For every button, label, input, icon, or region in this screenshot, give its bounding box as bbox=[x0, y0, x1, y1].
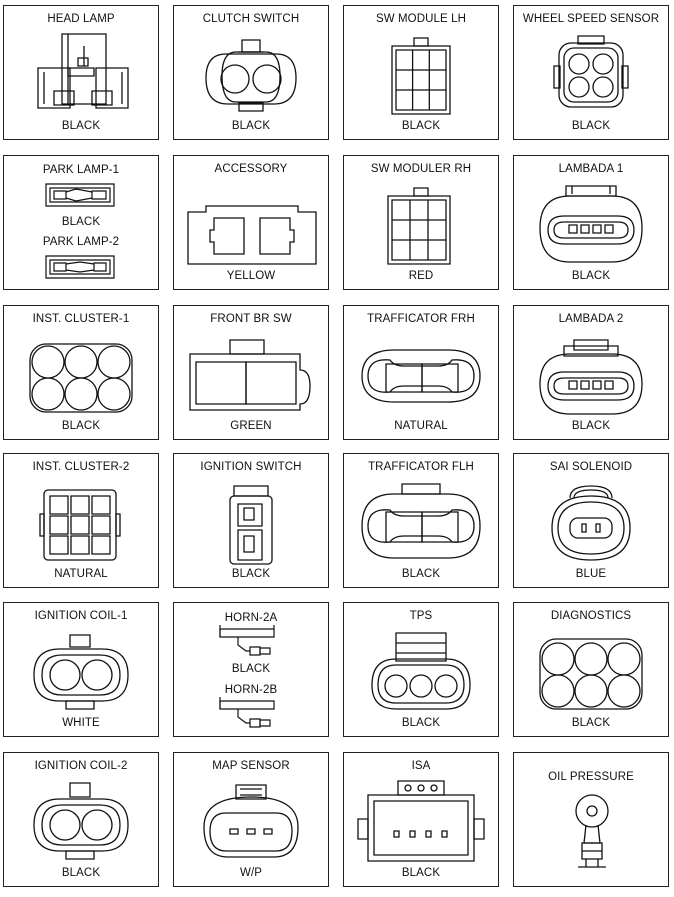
wire-color: WHITE bbox=[62, 717, 100, 729]
connector-name: OIL PRESSURE bbox=[548, 771, 634, 783]
wire-color: BLACK bbox=[231, 120, 271, 132]
connector-card bbox=[3, 305, 159, 440]
wire-color: YELLOW bbox=[226, 270, 276, 282]
connector-name: TPS bbox=[409, 610, 433, 622]
connector-name: INST. CLUSTER-2 bbox=[32, 461, 130, 473]
connector-name: INST. CLUSTER-1 bbox=[32, 313, 130, 325]
connector-name: IGNITION SWITCH bbox=[200, 461, 302, 473]
ring-terminal-icon bbox=[514, 753, 668, 887]
connector-name: PARK LAMP-1 bbox=[42, 164, 120, 176]
connector-name: TRAFFICATOR FLH bbox=[368, 461, 474, 473]
wire-color: BLACK bbox=[61, 216, 101, 228]
connector-name: MAP SENSOR bbox=[212, 760, 290, 772]
wire-color: BLACK bbox=[571, 717, 611, 729]
connector-card bbox=[513, 602, 669, 737]
connector-name: SAI SOLENOID bbox=[549, 461, 633, 473]
connector-name: IGNITION COIL-2 bbox=[34, 760, 128, 772]
wire-color: GREEN bbox=[230, 420, 272, 432]
connector-name: LAMBADA 2 bbox=[558, 313, 624, 325]
connector-name: CLUTCH SWITCH bbox=[202, 13, 300, 25]
wire-color: BLACK bbox=[571, 120, 611, 132]
connector-card bbox=[173, 155, 329, 290]
wire-color: NATURAL bbox=[394, 420, 448, 432]
wire-color: BLACK bbox=[231, 568, 271, 580]
connector-card bbox=[343, 5, 499, 140]
wire-color: BLACK bbox=[231, 663, 271, 675]
connector-card bbox=[3, 5, 159, 140]
wire-color: BLACK bbox=[401, 717, 441, 729]
connector-card bbox=[513, 752, 669, 887]
connector-name: HEAD LAMP bbox=[47, 13, 115, 25]
connector-card bbox=[343, 752, 499, 887]
wire-color: BLACK bbox=[401, 867, 441, 879]
connector-card bbox=[173, 752, 329, 887]
connector-name: HORN-2A bbox=[224, 612, 278, 624]
connector-card bbox=[3, 752, 159, 887]
connector-card bbox=[343, 155, 499, 290]
wire-color: W/P bbox=[239, 867, 263, 879]
connector-card bbox=[343, 602, 499, 737]
connector-card bbox=[173, 602, 329, 737]
connector-card bbox=[513, 453, 669, 588]
connector-name: TRAFFICATOR FRH bbox=[367, 313, 475, 325]
connector-name: ISA bbox=[411, 760, 431, 772]
wire-color: BLACK bbox=[61, 420, 101, 432]
connector-name: WHEEL SPEED SENSOR bbox=[522, 13, 660, 25]
wire-color: BLACK bbox=[571, 420, 611, 432]
connector-card bbox=[3, 453, 159, 588]
connector-card bbox=[3, 602, 159, 737]
wire-color: BLACK bbox=[401, 120, 441, 132]
wire-color: BLACK bbox=[61, 867, 101, 879]
wire-color: NATURAL bbox=[54, 568, 108, 580]
connector-name: LAMBADA 1 bbox=[558, 163, 624, 175]
connector-name: ACCESSORY bbox=[214, 163, 288, 175]
connector-card bbox=[513, 305, 669, 440]
connector-name: IGNITION COIL-1 bbox=[34, 610, 128, 622]
connector-name-secondary: HORN-2B bbox=[224, 684, 278, 696]
connector-card bbox=[173, 453, 329, 588]
wire-color: BLACK bbox=[571, 270, 611, 282]
connector-name: DIAGNOSTICS bbox=[550, 610, 632, 622]
connector-name-secondary: PARK LAMP-2 bbox=[42, 236, 120, 248]
wire-color: BLACK bbox=[61, 120, 101, 132]
wire-color: BLACK bbox=[401, 568, 441, 580]
connector-card bbox=[343, 305, 499, 440]
connector-name: SW MODULE LH bbox=[375, 13, 467, 25]
connector-name: FRONT BR SW bbox=[210, 313, 292, 325]
connector-card bbox=[173, 305, 329, 440]
connector-card bbox=[343, 453, 499, 588]
wire-color: BLUE bbox=[575, 568, 607, 580]
connector-name: SW MODULER RH bbox=[370, 163, 472, 175]
wire-color: RED bbox=[408, 270, 434, 282]
connector-card bbox=[513, 5, 669, 140]
connector-card bbox=[3, 155, 159, 290]
connector-card bbox=[513, 155, 669, 290]
connector-card bbox=[173, 5, 329, 140]
